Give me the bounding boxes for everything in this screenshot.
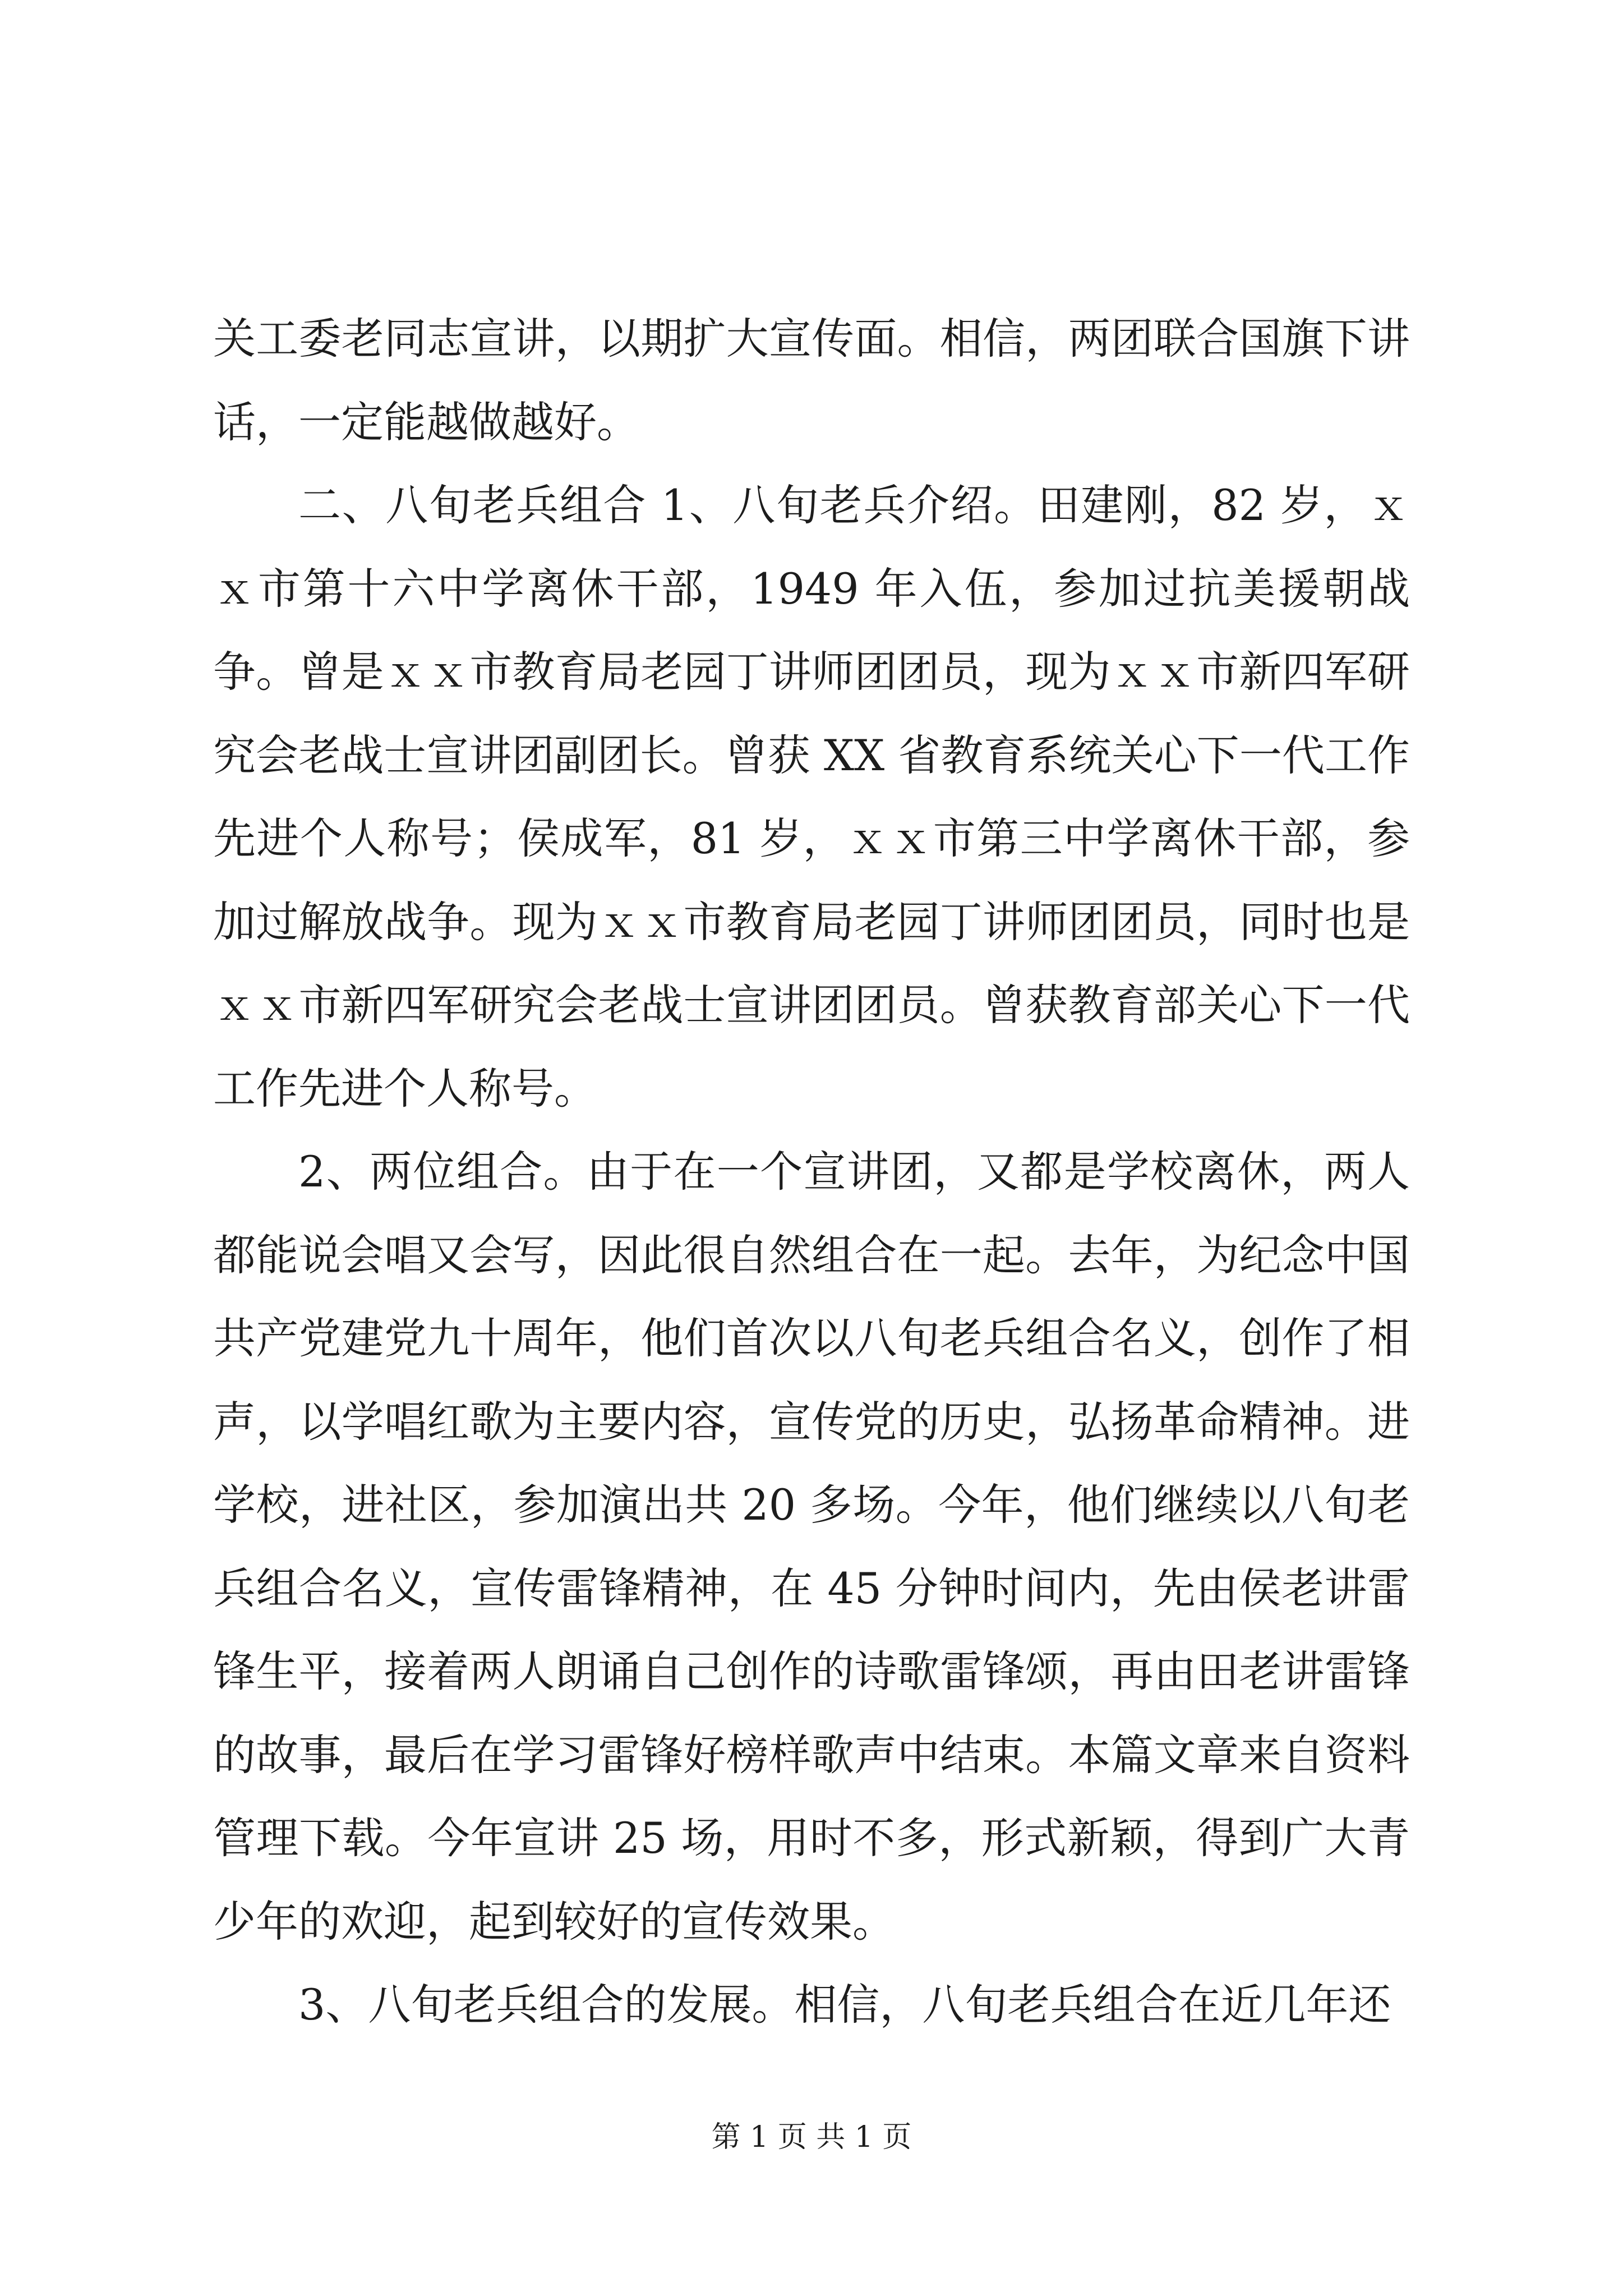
page-footer: 第 1 页 共 1 页 <box>711 2120 912 2154</box>
document-body <box>213 297 1410 2047</box>
paragraph-3: 2、两位组合。由于在一个宣讲团，又都是学校离休，两人都能说会唱又会写，因此很自然组合在一起。去年，为纪念中国共产党建党九十周年，他们首次以八旬老兵组合名义，创作了相声，以学唱红歌为主要内容，宣传党的历史，弘扬革命精神。进学校，进社区，参加演出共 20 多场。今年，他们继续以八旬老兵组合名义，宣传雷锋精神，在 45 分钟时间内，先由侯老讲雷锋生平，接着两人朗诵自己创作的诗歌雷锋颂，再由田老讲雷锋的故事，最后在学习雷锋好榜样歌声中结束。本篇文章来自资料管理下载。今年宣讲 25 场，用时不多，形式新颖，得到广大青少年的欢迎，起到较好的宣传效果。 <box>213 1147 1410 1947</box>
paragraph-1: 关工委老同志宣讲，以期扩大宣传面。相信，两团联合国旗下讲话，一定能越做越好。 <box>213 314 1410 447</box>
paragraph-4: 3、八旬老兵组合的发展。相信，八旬老兵组合在近几年还 <box>298 1980 1391 2030</box>
paragraph-2: 二、八旬老兵组合 1、八旬老兵介绍。田建刚，82 岁，ｘｘ市第十六中学离休干部，1949 年入伍，参加过抗美援朝战争。曾是ｘｘ市教育局老园丁讲师团团员，现为ｘｘ市新四军研究会老战士宣讲团副团长。曾获 XX 省教育系统关心下一代工作先进个人称号；侯成军，81 岁，ｘｘ市第三中学离休干部，参加过解放战争。现为ｘｘ市教育局老园丁讲师团团员，同时也是ｘｘ市新四军研究会老战士宣讲团团员。曾获教育部关心下一代工作先进个人称号。 <box>213 480 1410 1114</box>
